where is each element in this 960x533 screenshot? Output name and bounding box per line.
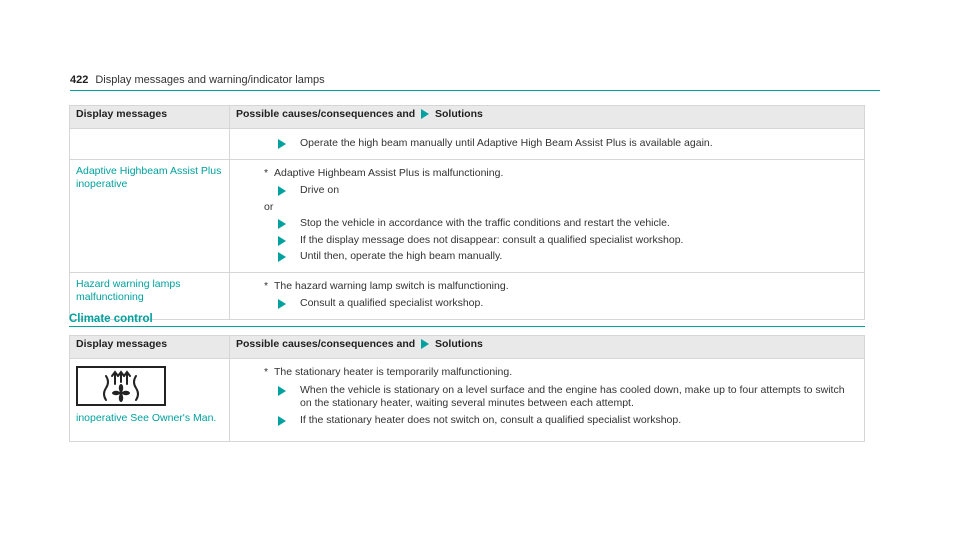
page-header <box>70 74 880 86</box>
solutions-cell <box>230 359 865 442</box>
table-header-row <box>70 336 865 359</box>
solution-step: If the stationary heater does not switch on, consult a qualified specialist workshop. <box>236 414 858 428</box>
table-row <box>70 129 865 160</box>
table-row <box>70 359 865 442</box>
asterisk-icon: * <box>264 166 269 179</box>
solution-step: If the display message does not disappear: consult a qualified specialist workshop. <box>236 234 858 248</box>
play-arrow-icon <box>421 339 429 349</box>
play-arrow-icon <box>278 299 286 309</box>
climate-messages-table <box>69 335 865 442</box>
header-display-messages: Display messages <box>70 336 230 359</box>
message-hazard: Hazard warning lamps malfunctioning <box>70 272 230 319</box>
header-causes-solutions: Possible causes/consequences and Solutions <box>230 106 865 129</box>
solution-step: When the vehicle is stationary on a level surface and the engine has cooled down, make up to four attempts to switch on the stationary heater, waiting several minutes between each attempt. <box>236 384 858 411</box>
display-messages-table <box>69 105 865 320</box>
table-row <box>70 272 865 319</box>
cause-text: * The stationary heater is temporarily malfunctioning. <box>264 366 513 378</box>
section-rule <box>69 326 865 327</box>
message-heater-cell <box>70 359 230 442</box>
play-arrow-icon <box>278 139 286 149</box>
table-row <box>70 159 865 272</box>
message-heater: inoperative See Owner's Man. <box>76 412 217 424</box>
solution-step: Drive on <box>236 184 858 198</box>
section-title: Climate control <box>69 313 153 325</box>
asterisk-icon: * <box>264 366 269 378</box>
play-arrow-icon <box>278 416 286 426</box>
asterisk-icon: * <box>264 279 269 292</box>
header-rule <box>70 90 880 91</box>
stationary-heater-icon <box>76 366 166 406</box>
cause-text: * The hazard warning lamp switch is malfunctioning. <box>264 279 509 292</box>
page-title: Display messages and warning/indicator lamps <box>95 74 325 86</box>
table-header-row <box>70 106 865 129</box>
play-arrow-icon <box>278 252 286 262</box>
solutions-cell <box>230 272 865 319</box>
play-arrow-icon <box>278 386 286 396</box>
play-arrow-icon <box>278 186 286 196</box>
or-text: or <box>264 200 274 213</box>
solution-step: Consult a qualified specialist workshop. <box>236 297 858 311</box>
solution-step: Operate the high beam manually until Adaptive High Beam Assist Plus is available again. <box>236 137 858 151</box>
solutions-cell <box>230 159 865 272</box>
header-display-messages: Display messages <box>70 106 230 129</box>
solution-step: Stop the vehicle in accordance with the traffic conditions and restart the vehicle. <box>236 217 858 231</box>
message-highbeam: Adaptive Highbeam Assist Plus inoperative <box>70 159 230 272</box>
solutions-cell <box>230 129 865 160</box>
play-arrow-icon <box>278 236 286 246</box>
solution-step: Until then, operate the high beam manually. <box>236 250 858 264</box>
play-arrow-icon <box>278 219 286 229</box>
page-number: 422 <box>70 74 89 86</box>
play-arrow-icon <box>421 109 429 119</box>
message-cell-empty <box>70 129 230 160</box>
cause-text: * Adaptive Highbeam Assist Plus is malfunctioning. <box>264 166 504 179</box>
header-causes-solutions: Possible causes/consequences and Solutions <box>230 336 865 359</box>
